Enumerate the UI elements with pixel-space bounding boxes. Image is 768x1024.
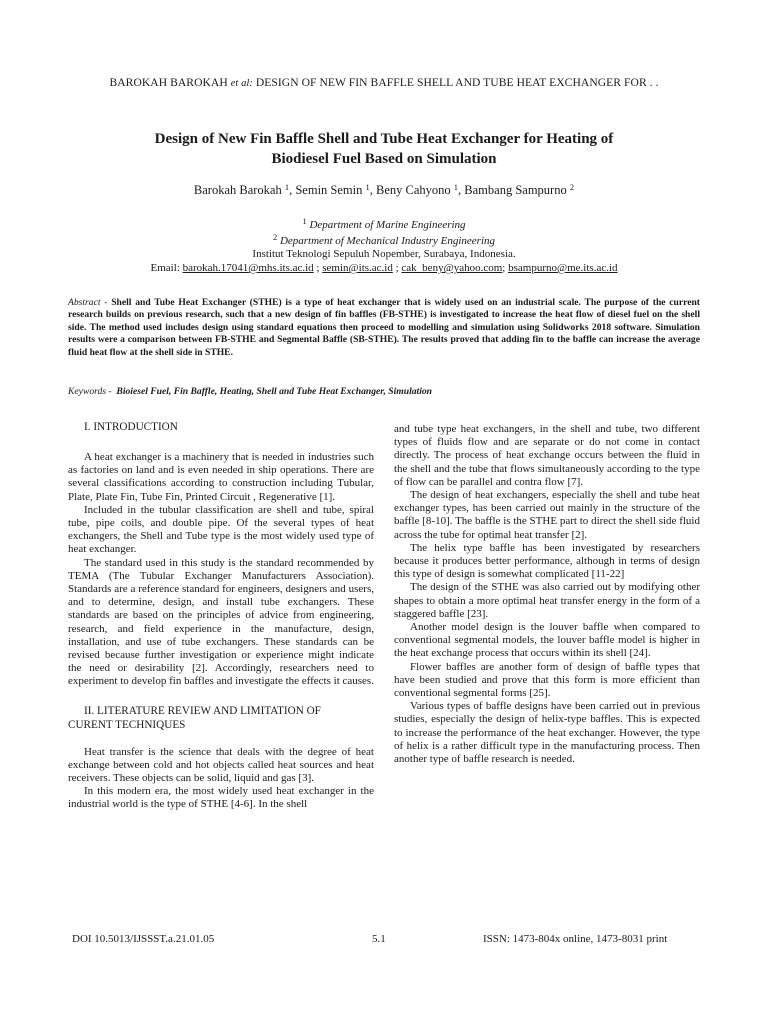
- running-head-etal: et al:: [230, 78, 253, 89]
- author-list: Barokah Barokah $^1$, Semin Semin $^1$, Beny Cahyono $^1$, Bambang Sampurno $^2$: [193, 182, 575, 197]
- author-affil-mark: 1: [365, 182, 370, 192]
- right-column: [394, 423, 700, 766]
- abstract: [68, 297, 700, 359]
- section-heading-literature: II. LITERATURE REVIEW AND LIMITATION OF CURENT TECHNIQUES: [68, 704, 321, 731]
- body-paragraph: Included in the tubular classification are shell and tube, spiral tube, pipe coils, and double pipe. Of the several types of heat exchangers, the Shell and Tube type is the most widely used type of heat exchanger.: [68, 503, 374, 556]
- footer-issn: ISSN: 1473-804x online, 1473-8031 print: [483, 933, 668, 945]
- body-paragraph: The standard used in this study is the standard recommended by TEMA (The Tubular Exchanger Manufacturers Association). Standards are a reference standard for engineers, designers and users, and to determine, design, and install tube exchangers. These standards are based on the principles of advice from engineering, research, and field experience in the manufacture, design, installation, and use of tube exchangers. These standards can be revised because further investigation or experience might indicate the need or desirability [2]. Accordingly, researchers need to experiment to develop fin baffles and investigate the effects it causes.: [68, 556, 374, 688]
- body-paragraph: Another model design is the louver baffle when compared to conventional segmental models, the louver baffle model is higher in the heat exchange process that occurs within its shell [24].: [394, 621, 700, 660]
- email-link[interactable]: semin@its.ac.id: [322, 262, 393, 274]
- paper-title: [80, 129, 688, 169]
- author-affil-mark: 1: [284, 182, 290, 192]
- email-line: Email: barokah.17041@mhs.its.ac.id ; semin@its.ac.id ; cak_beny@yahoo.com; bsampurno@me.its.ac.id: [150, 262, 618, 274]
- running-head-title: DESIGN OF NEW FIN BAFFLE SHELL AND TUBE HEAT EXCHANGER FOR . .: [255, 76, 659, 89]
- author-affil-mark: 2: [569, 182, 575, 192]
- affiliation-1: $^1$ Department of Marine Engineering: [302, 216, 466, 231]
- body-paragraph: Various types of baffle designs have been carried out in previous studies, especially the design of helix-type baffles. This is expected to increase the performance of the heat exchanger. However, the type of helix is a rather difficult type in the manufacturing process. Then another type of baffle research is needed.: [394, 700, 700, 766]
- body-paragraph: and tube type heat exchangers, in the shell and tube, two different types of fluids flow and are separate or do not come in contact directly. The process of heat exchange occurs between the fluid in the shell and the tube that flows simultaneously according to the type of flow can be parallel and contra flow [7].: [394, 423, 700, 488]
- body-paragraph: The helix type baffle has been investigated by researchers because it produces better performance, although in terms of design this type of design is somewhat complicated [11-22]: [394, 541, 700, 581]
- running-head: [0, 76, 768, 89]
- email-link[interactable]: barokah.17041@mhs.its.ac.id: [182, 262, 314, 274]
- body-paragraph: The design of heat exchangers, especially the shell and tube heat exchanger types, has been carried out mainly in the structure of the baffle [8-10]. The baffle is the STHE part to direct the shell side fluid across the tube for optimal heat transfer [2].: [394, 489, 700, 541]
- left-column: [68, 420, 374, 812]
- abstract-label: Abstract -: [68, 297, 108, 308]
- keywords-text: Bioiesel Fuel, Fin Baffle, Heating, Shell and Tube Heat Exchanger, Simulation: [116, 386, 432, 397]
- email-link[interactable]: cak_beny@yahoo.com: [401, 262, 503, 274]
- author-name: Beny Cahyono: [376, 183, 451, 197]
- footer-doi: DOI 10.5013/IJSSST.a.21.01.05: [72, 933, 215, 945]
- body-paragraph: A heat exchanger is a machinery that is needed in industries such as factories on land and is even needed in ship operations. There are several classifications according to construction including Tubular, Plate, Plate Fin, Tube Fin, Printed Circuit , Regenerative [1].: [68, 451, 374, 503]
- abstract-text: Shell and Tube Heat Exchanger (STHE) is a type of heat exchanger that is widely used on an industrial scale. The purpose of the current research builds on previous research, such that a new design of fin baffles (FB-STHE) is investigated to increase the heat flow of diesel fuel on the shell side. The method used includes design using standard equations then proceed to modelling and simulation using Solidworks 2018 software. Simulation results were a comparison between FB-STHE and Segmental Baffle (SB-STHE). The results proved that adding fin to the baffle can increase the average fluid heat flow at the shell side in STHE.: [68, 297, 701, 358]
- email-label: Email:: [150, 262, 180, 274]
- author-name: Semin Semin: [295, 183, 363, 197]
- affiliation-2: $^2$ Department of Mechanical Industry Engineering: [272, 232, 496, 247]
- institution: Institut Teknologi Sepuluh Nopember, Surabaya, Indonesia.: [252, 248, 516, 260]
- author-name: Barokah Barokah: [193, 183, 282, 197]
- body-paragraph: Heat transfer is the science that deals with the degree of heat exchange between cold and hot objects called heat sources and heat receivers. These objects can be solid, liquid and gas [3].: [68, 745, 374, 785]
- keywords: [68, 386, 700, 397]
- body-paragraph: The design of the STHE was also carried out by modifying other shapes to obtain a more optimal heat transfer energy in the form of a staggered baffle [23].: [394, 581, 700, 620]
- title-line-1: Design of New Fin Baffle Shell and Tube Heat Exchanger for Heating of: [154, 131, 614, 147]
- keywords-label: Keywords -: [68, 386, 112, 397]
- running-head-author: BAROKAH BAROKAH: [109, 76, 228, 89]
- body-paragraph: Flower baffles are another form of design of baffle types that have been studied and prove that this form is more efficient than conventional segmental forms [25].: [394, 660, 700, 700]
- title-line-2: Biodiesel Fuel Based on Simulation: [271, 151, 497, 167]
- email-link[interactable]: bsampurno@me.its.ac.id: [508, 262, 618, 274]
- body-paragraph: In this modern era, the most widely used heat exchanger in the industrial world is the type of STHE [4-6]. In the shell: [68, 785, 374, 811]
- footer-page-number: 5.1: [372, 933, 386, 945]
- author-name: Bambang Sampurno: [464, 183, 567, 197]
- section-heading-introduction: I. INTRODUCTION: [84, 421, 178, 433]
- author-affil-mark: 1: [453, 182, 459, 192]
